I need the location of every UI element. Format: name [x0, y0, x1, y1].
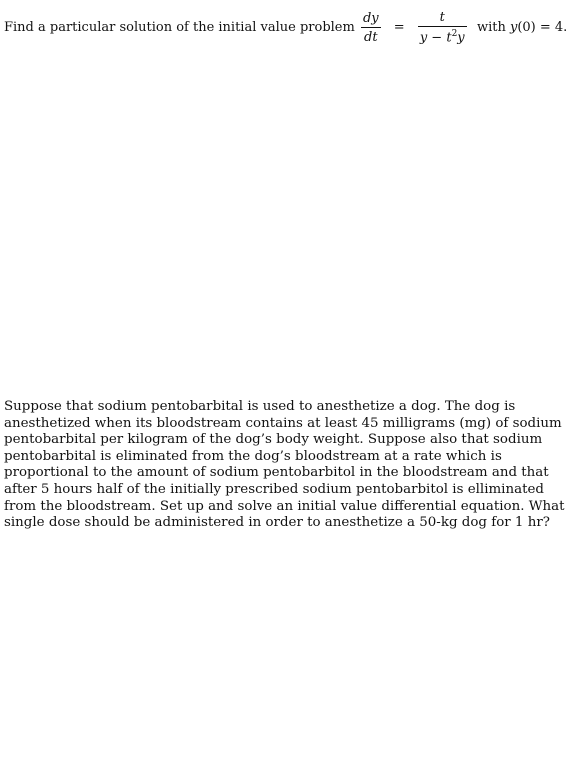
rhs-numerator: t: [418, 11, 467, 27]
problem-2: [4, 399, 580, 532]
derivative-numerator: dy: [362, 11, 379, 26]
with-word: with: [476, 20, 506, 35]
rhs-exponent: 2: [451, 29, 458, 40]
condition-function: y: [509, 20, 518, 35]
rhs-fraction: [418, 11, 467, 44]
condition-value: (0) = 4.: [517, 20, 568, 35]
problem-1: [4, 6, 580, 50]
initial-condition: [473, 6, 568, 50]
problem-1-intro: Find a particular solution of the initial value problem: [4, 20, 355, 35]
rhs-denominator-tail: y: [457, 30, 465, 46]
derivative-denominator: dt: [364, 30, 378, 45]
rhs-denominator-lead: y − t: [419, 30, 452, 46]
equals-sign: =: [393, 20, 405, 35]
problem-2-text: Suppose that sodium pentobarbital is used to anesthetize a dog. The dog is anesthetized when its bloodstream contains at least 45 milligrams (mg) of sodium pentobarbital per kilogram of the dog’s body weight. Suppose also that sodium pentobarbital is eliminated from the dog’s bloodstream at a rate which is proportional to the amount of sodium pentobarbitol in the bloodstream and that after 5 hours half of the initially prescribed sodium pentobarbitol is elliminated from the bloodstream. Set up and solve an initial value differential equation. What single dose should be administered in order to anesthetize a 50-kg dog for 1 hr?: [4, 399, 565, 531]
rhs-denominator: [418, 27, 467, 44]
derivative-fraction: [361, 12, 381, 44]
